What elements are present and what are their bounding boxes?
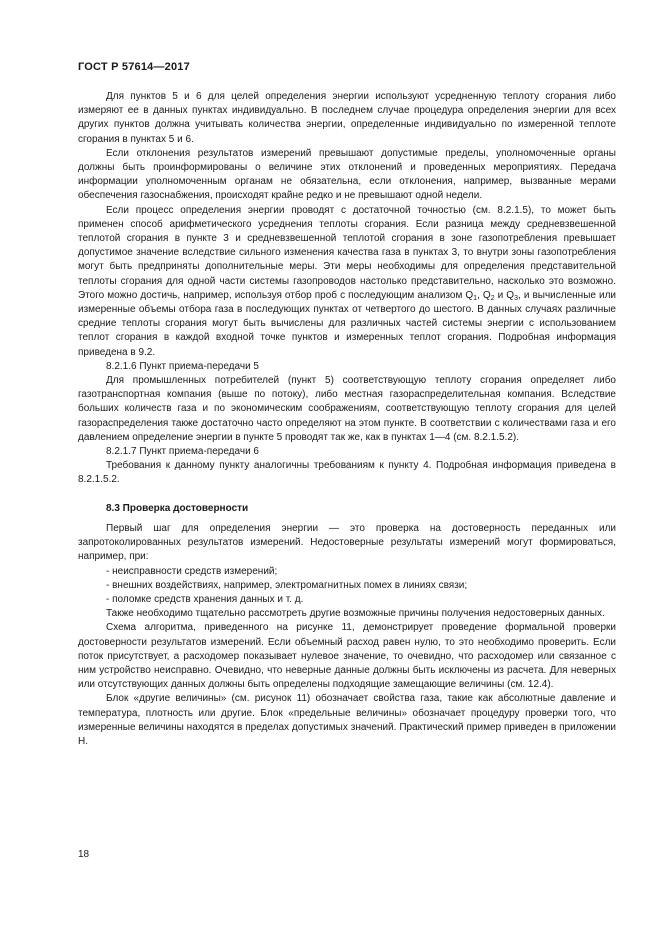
list-item: - поломке средств хранения данных и т. д.	[78, 593, 616, 607]
paragraph	[78, 204, 616, 360]
paragraph: Блок «другие величины» (см. рисунок 11) обозначает свойства газа, такие как абсолютные давление и температура, плотность или другие. Блок «предельные величины» обозначает процедуру проверки того, что измеренные величины находятся в пределах допустимых значений. Практический пример приведен в приложении Н.	[78, 693, 616, 747]
subscript: 1	[473, 294, 478, 302]
paragraph: Требования к данному пункту аналогичны требованиям к пункту 4. Подробная информация приведена в 8.2.1.5.2.	[78, 460, 616, 486]
subscript: 3	[514, 294, 518, 302]
paragraph-text: , Q	[477, 289, 491, 301]
paragraph: Также необходимо тщательно рассмотреть другие возможные причины получения недостоверных данных.	[106, 608, 605, 620]
page-number: 18	[78, 849, 90, 860]
subsection-title: 8.2.1.7 Пункт приема-передачи 6	[106, 446, 259, 458]
section-heading: 8.3 Проверка достоверности	[106, 502, 249, 514]
paragraph: Для промышленных потребителей (пункт 5) соответствующую теплоту сгорания определяет либо газотранспортная компания (выше по потоку), либо местная газораспределительная компания. Вследствие больших количеств газа и по экономическим соображениям, соответствующую теплоту сгорания для целей газораспределения также достаточно часто определяют на этом пункте. В соответствии с количествами газа и его давлением определение энергии в пункте 5 проводят так же, как в пунктах 1—4 (см. 8.2.1.5.2).	[78, 375, 616, 443]
paragraph: Схема алгоритма, приведенного на рисунке 11, демонстрирует проведение формальной проверки достоверности результатов измерений. Если объемный расход равен нулю, то это необходимо проверить. Если поток присутствует, а расходомер показывает нулевое значение, то очевидно, что расходомер или связанное с ним устройство неисправно. Очевидно, что неверные данные должны быть исключены из расчета. Для неверных или отсутствующих данных должны быть определены подходящие замещающие величины (см. 12.4).	[78, 622, 616, 691]
document-id-header: ГОСТ Р 57614—2017	[78, 61, 190, 73]
paragraph-text: и Q	[494, 289, 515, 301]
page-body	[78, 90, 616, 749]
paragraph: Для пунктов 5 и 6 для целей определения энергии используют усредненную теплоту сгорания либо измеряют ее в данных пунктах индивидуально. В последнем случае процедура определения энергии для всех других пунктов должна учитывать количества энергии, определенные индивидуально по измеренной теплоте сгорания в пунктах 5 и 6.	[78, 91, 616, 145]
paragraph-text: Если процесс определения энергии проводят с достаточной точностью (см. 8.2.1.5), то может быть применен способ арифметического усреднения теплоты сгорания. Если разница между средневзвешенной теплотой сгорания в пункте 3 и средневзвешенной теплотой сгорания в зоне газопотребления превышает допустимое значение вследствие сильного изменения качества газа в пунктах 3, то внутри зоны газопотребления могут быть предприняты дополнительные меры. Эти меры необходимы для определения представительной теплоты сгорания для одной части системы газопроводов настолько представительно, насколько это возможно. Этого можно достичь, например, используя отбор проб с последующим анализом Q	[78, 204, 616, 301]
paragraph: Если отклонения результатов измерений превышают допустимые пределы, уполномоченные органы должны быть проинформированы о величине этих отклонений и проведенных мероприятиях. Передача информации уполномоченным органам не обязательна, если отклонения, например, вызванные мерами обеспечения газоснабжения, происходят крайне редко и не превышают одной недели.	[78, 147, 616, 202]
subsection-title: 8.2.1.6 Пункт приема-передачи 5	[106, 360, 259, 372]
list-item: - внешних воздействиях, например, электромагнитных помех в линиях связи;	[78, 579, 616, 593]
list-item: - неисправности средств измерений;	[78, 565, 616, 579]
paragraph: Первый шаг для определения энергии — это проверка на достоверность переданных или запротоколированных результатов измерений. Недостоверные результаты измерений могут формироваться, например, при:	[78, 522, 616, 563]
subscript: 2	[490, 294, 495, 302]
paragraph-text: , и вычисленные или измеренные объемы отбора газа в последующих пунктах от четвертого до шестого. В данных случаях различные средние теплоты сгорания могут быть вычислены для различных частей системы энергии с использованием теплот сгорания в каждой входной точке пунктов и измеренных теплот сгорания. Подробная информация приведена в 9.2.	[78, 289, 617, 358]
